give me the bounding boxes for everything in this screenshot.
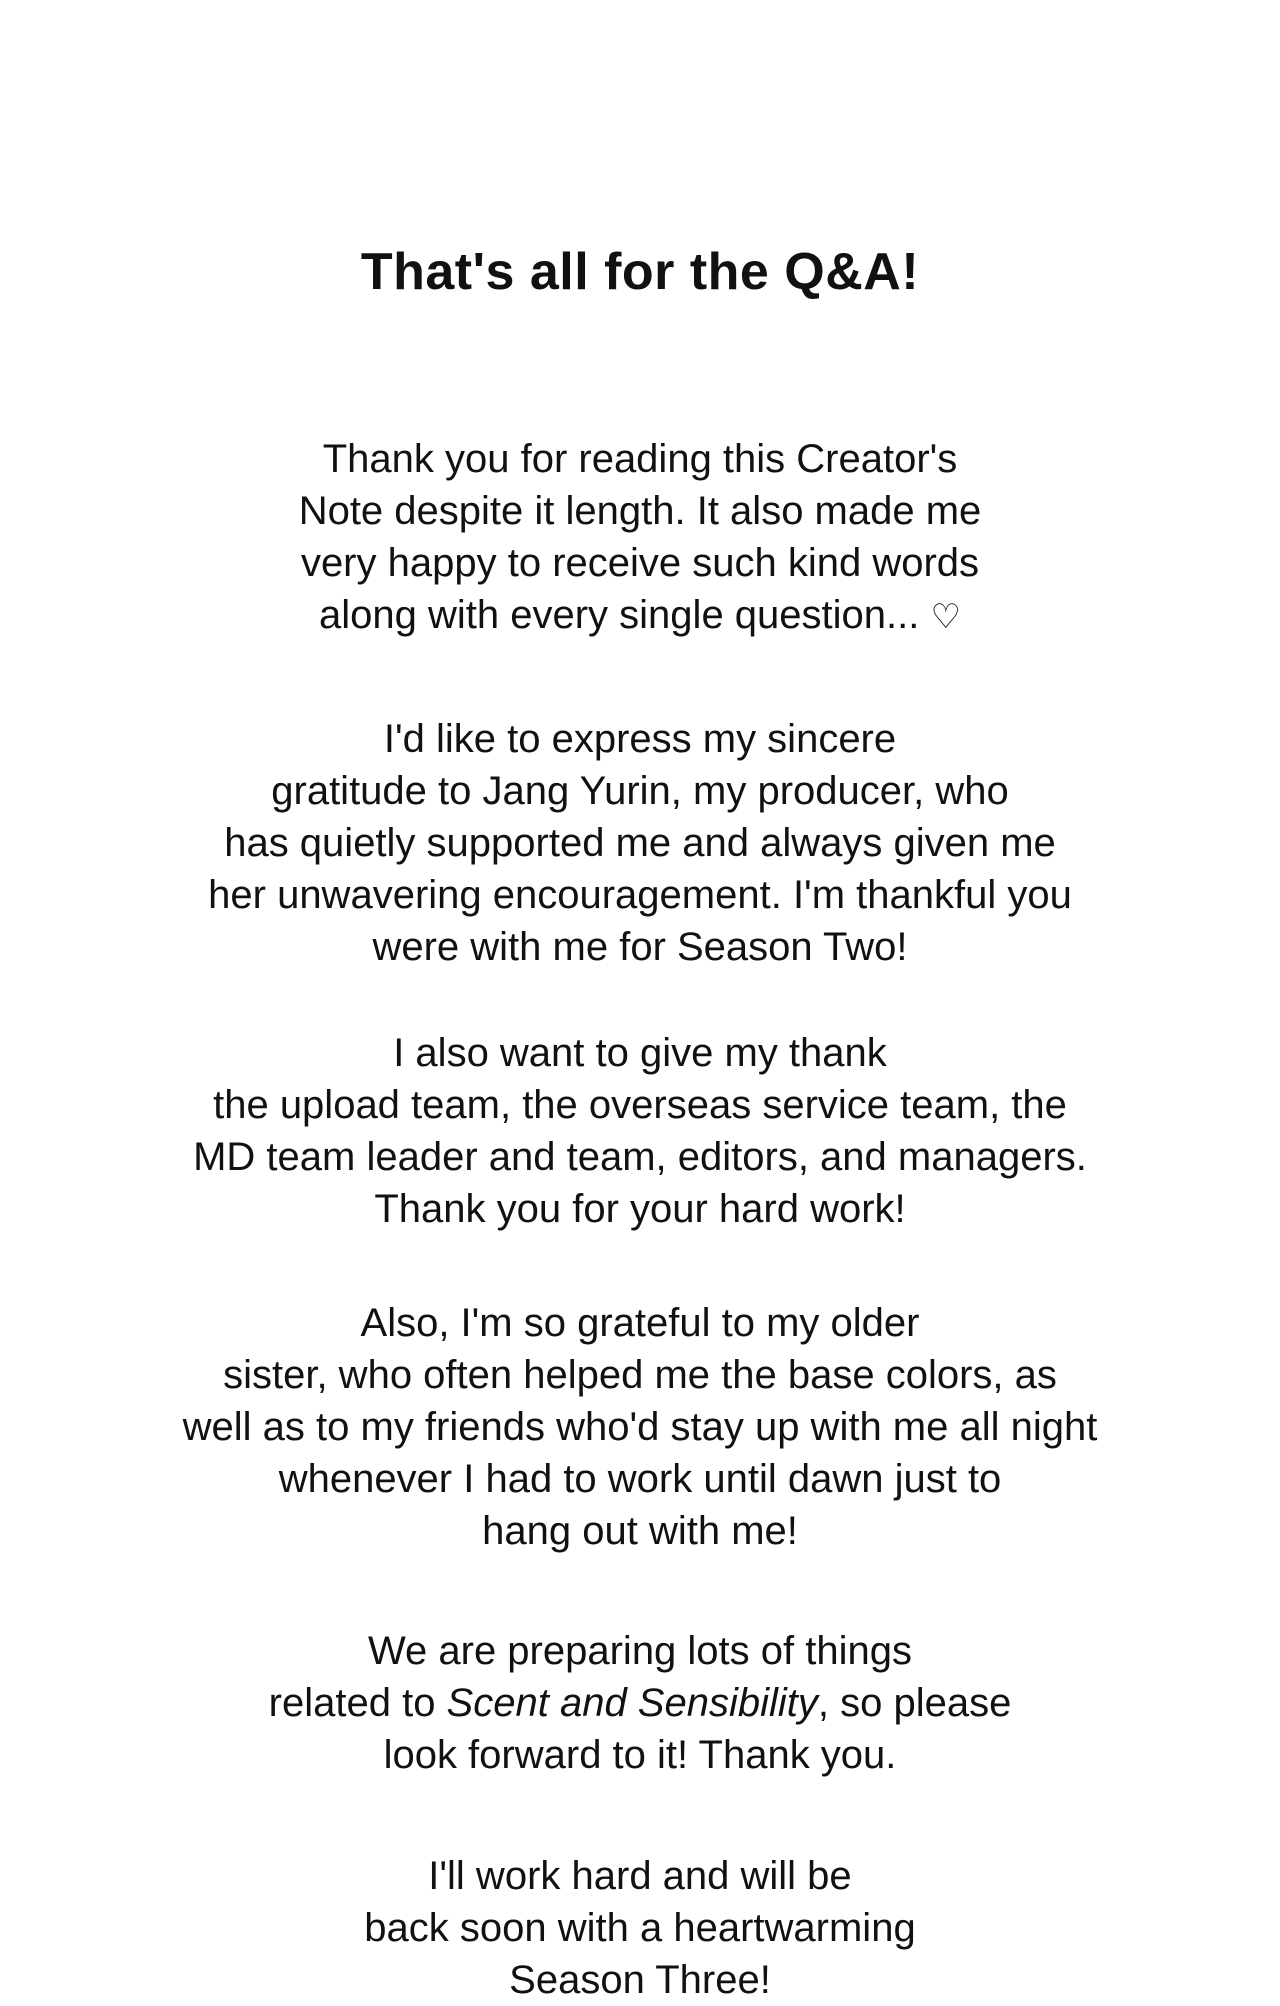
text-line: I'll work hard and will be	[428, 1854, 852, 1898]
text-line: MD team leader and team, editors, and managers.	[193, 1135, 1087, 1179]
text-line: hang out with me!	[482, 1509, 798, 1553]
text-fragment: , so please	[817, 1681, 1012, 1725]
text-line	[0, 589, 1280, 643]
text-line	[0, 1677, 1280, 1729]
text-line: look forward to it! Thank you.	[383, 1733, 897, 1777]
text-line: Thank you for reading this Creator's	[322, 437, 958, 481]
thanks-teams-paragraph	[0, 1027, 1280, 1235]
text-line: I'd like to express my sincere	[383, 717, 897, 761]
season-three-paragraph	[0, 1850, 1280, 2006]
text-line: Season Three!	[509, 1958, 771, 2002]
thanks-readers-paragraph	[0, 433, 1280, 643]
text-line: whenever I had to work until dawn just to	[278, 1457, 1002, 1501]
page-title: That's all for the Q&A!	[360, 243, 920, 301]
text-line: I also want to give my thank	[393, 1031, 887, 1075]
text-line: Thank you for your hard work!	[374, 1187, 906, 1231]
thanks-family-paragraph	[0, 1297, 1280, 1557]
thanks-producer-paragraph	[0, 713, 1280, 973]
heart-icon: ♡	[930, 598, 961, 636]
text-line: very happy to receive such kind words	[300, 541, 980, 585]
text-line: Note despite it length. It also made me	[298, 489, 982, 533]
text-fragment: along with every single question...	[319, 593, 920, 637]
text-line: her unwavering encouragement. I'm thankful you	[208, 873, 1072, 917]
text-line: We are preparing lots of things	[367, 1629, 912, 1673]
text-line: back soon with a heartwarming	[364, 1906, 916, 1950]
text-line: gratitude to Jang Yurin, my producer, who	[271, 769, 1009, 813]
text-fragment: related to	[268, 1681, 447, 1725]
text-line: well as to my friends who'd stay up with me all night	[182, 1405, 1098, 1449]
upcoming-paragraph	[0, 1625, 1280, 1781]
series-title: Scent and Sensibility	[446, 1681, 818, 1725]
text-line: has quietly supported me and always given me	[224, 821, 1056, 865]
text-line: were with me for Season Two!	[372, 925, 908, 969]
text-line: sister, who often helped me the base colors, as	[223, 1353, 1057, 1397]
text-line: Also, I'm so grateful to my older	[360, 1301, 920, 1345]
text-line: the upload team, the overseas service team, the	[213, 1083, 1067, 1127]
